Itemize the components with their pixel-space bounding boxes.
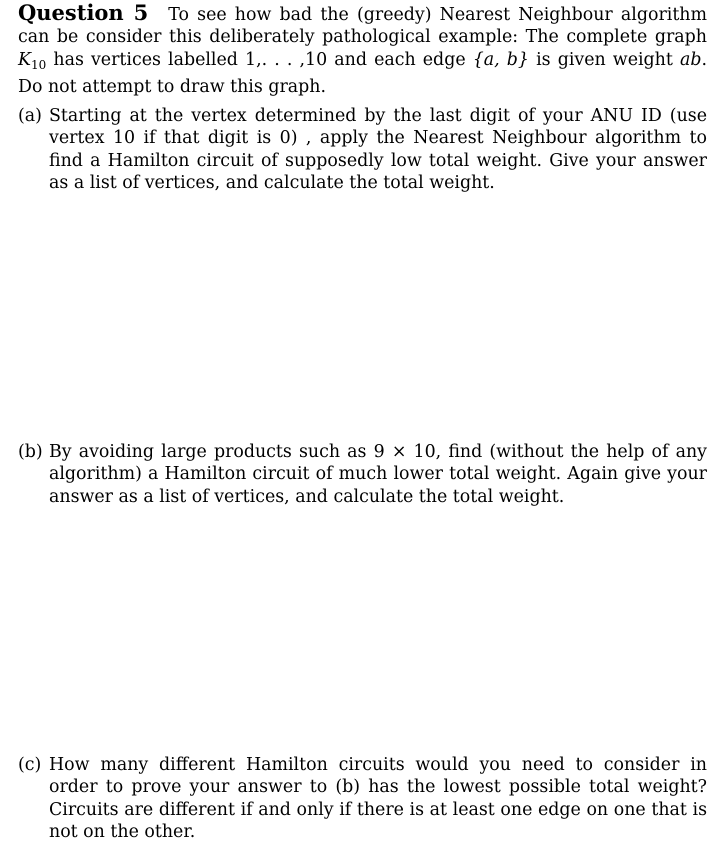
part-c-text: How many different Hamilton circuits would you need to consider in order to prove your answer to (b) has the lowest possible total weight? Circuits are different if and only if there is at least one edge on one that is not on the other. bbox=[49, 755, 707, 843]
part-b-text: By avoiding large products such as 9 × 10, find (without the help of any algorithm) a Hamilton circuit of much lower total weight. Again give your answer as a list of vertices, and calculate the total weight. bbox=[49, 442, 707, 507]
intro-text-1: To see how bad the (greedy) Nearest Neighbour algorithm can be consider this deliberately pathological example: The complete graph bbox=[18, 5, 707, 48]
part-c bbox=[18, 754, 707, 844]
question-intro bbox=[18, 2, 707, 99]
part-a-label: (a) bbox=[18, 106, 42, 126]
intro-text-4: . Do not attempt to draw this graph. bbox=[18, 49, 708, 98]
question-title: Question 5 bbox=[18, 0, 149, 25]
part-c-label: (c) bbox=[18, 755, 42, 775]
part-b bbox=[18, 441, 707, 508]
intro-text-3: is given weight bbox=[529, 49, 680, 70]
answer-space-b bbox=[18, 512, 707, 742]
graph-letter: K bbox=[18, 49, 31, 70]
intro-text-2: has vertices labelled 1,. . . ,10 and each edge bbox=[46, 49, 473, 70]
graph-name bbox=[18, 50, 46, 70]
part-b-label: (b) bbox=[18, 442, 43, 462]
part-a bbox=[18, 105, 707, 195]
edge-weight: ab bbox=[679, 49, 702, 70]
graph-subscript: 10 bbox=[31, 57, 47, 72]
edge-set: {a, b} bbox=[472, 49, 529, 70]
part-a-text: Starting at the vertex determined by the last digit of your ANU ID (use vertex 10 if that digit is 0) , apply the Nearest Neighbour algorithm to find a Hamilton circuit of supposedly low total weight. Give your answer as a list of vertices, and calculate the total weight. bbox=[49, 106, 707, 194]
answer-space-a bbox=[18, 200, 707, 430]
